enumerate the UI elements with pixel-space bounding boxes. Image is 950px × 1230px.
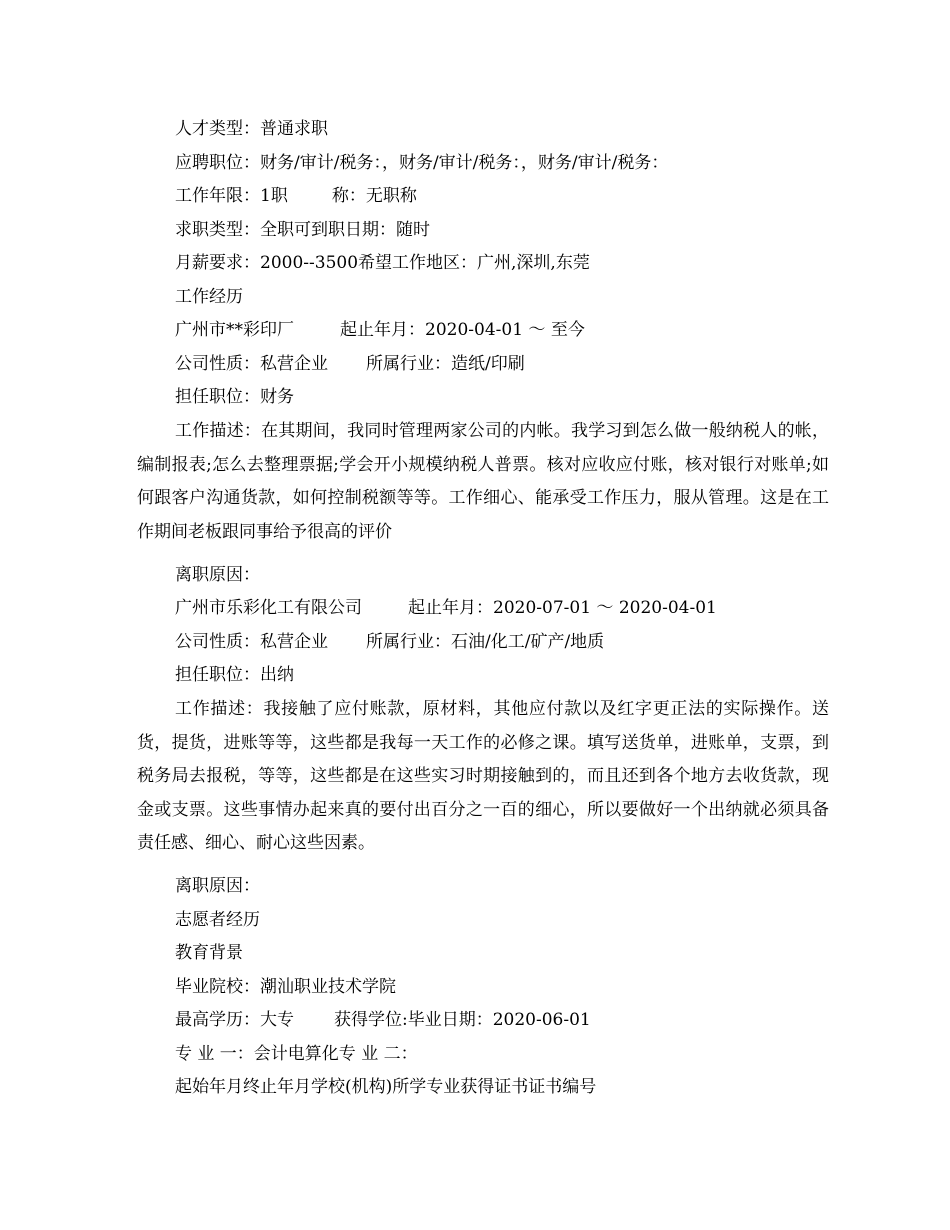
job2-industry: 所属行业：石油/化工/矿产/地质 xyxy=(366,632,605,652)
volunteer-heading: 志愿者经历 xyxy=(175,910,260,930)
job2-nature: 公司性质：私营企业 xyxy=(175,632,328,652)
work-years-label: 工作年限：1职 xyxy=(175,186,288,206)
degree-and-graduation: 获得学位:毕业日期：2020-06-01 xyxy=(334,1010,591,1030)
job-type-line: 求职类型：全职可到职日期：随时 xyxy=(175,220,430,240)
work-years-line xyxy=(137,180,829,214)
education-table-header: 起始年月终止年月学校(机构)所学专业获得证书证书编号 xyxy=(175,1077,597,1097)
job2-period: 起止年月：2020-07-01 ～ 2020-04-01 xyxy=(408,598,717,618)
job1-role: 担任职位：财务 xyxy=(175,387,294,407)
job2-role: 担任职位：出纳 xyxy=(175,665,294,685)
position-applied-line: 应聘职位：财务/审计/税务：，财务/审计/税务：，财务/审计/税务： xyxy=(175,153,669,173)
job2-leave-reason: 离职原因： xyxy=(175,876,260,896)
work-history-heading: 工作经历 xyxy=(175,287,243,307)
job1-nature: 公司性质：私营企业 xyxy=(175,354,328,374)
job1-info-line xyxy=(137,348,829,382)
job1-description: 工作描述：在其期间，我同时管理两家公司的内帐。我学习到怎么做一般纳税人的帐，编制报表;怎么去整理票据;学会开小规模纳税人普票。核对应收应付账，核对银行对账单;如何跟客户沟通货款，如何控制税额等等。工作细心、能承受工作压力，服从管理。这是在工作期间老板跟同事给予很高的评价 xyxy=(137,421,829,542)
major-line: 专 业 一：会计电算化专 业 二： xyxy=(175,1044,418,1064)
job1-period: 起止年月：2020-04-01 ～ 至今 xyxy=(340,320,585,340)
school-line: 毕业院校：潮汕职业技术学院 xyxy=(175,977,396,997)
salary-line: 月薪要求：2000--3500希望工作地区：广州,深圳,东莞 xyxy=(175,253,590,273)
job2-info-line xyxy=(137,626,829,660)
education-heading: 教育背景 xyxy=(175,943,243,963)
job2-description: 工作描述：我接触了应付账款，原材料，其他应付款以及红字更正法的实际操作。送货，提货，进账等等，这些都是我每一天工作的必修之课。填写送货单，进账单，支票，到税务局去报税，等等，这些都是在这些实习时期接触到的，而且还到各个地方去收货款，现金或支票。这些事情办起来真的要付出百分之一百的细心，所以要做好一个出纳就必须具备责任感、细心、耐心这些因素。 xyxy=(137,699,829,853)
professional-title-label: 称：无职称 xyxy=(331,186,417,206)
degree-line xyxy=(137,1004,829,1038)
job2-company: 广州市乐彩化工有限公司 xyxy=(175,598,362,618)
highest-education: 最高学历：大专 xyxy=(175,1010,294,1030)
job2-header-line xyxy=(137,592,829,626)
talent-type-line: 人才类型：普通求职 xyxy=(175,119,328,139)
job1-header-line xyxy=(137,314,829,348)
job1-company: 广州市**彩印厂 xyxy=(175,320,294,340)
job1-industry: 所属行业：造纸/印刷 xyxy=(366,354,525,374)
job1-leave-reason: 离职原因： xyxy=(175,565,260,585)
